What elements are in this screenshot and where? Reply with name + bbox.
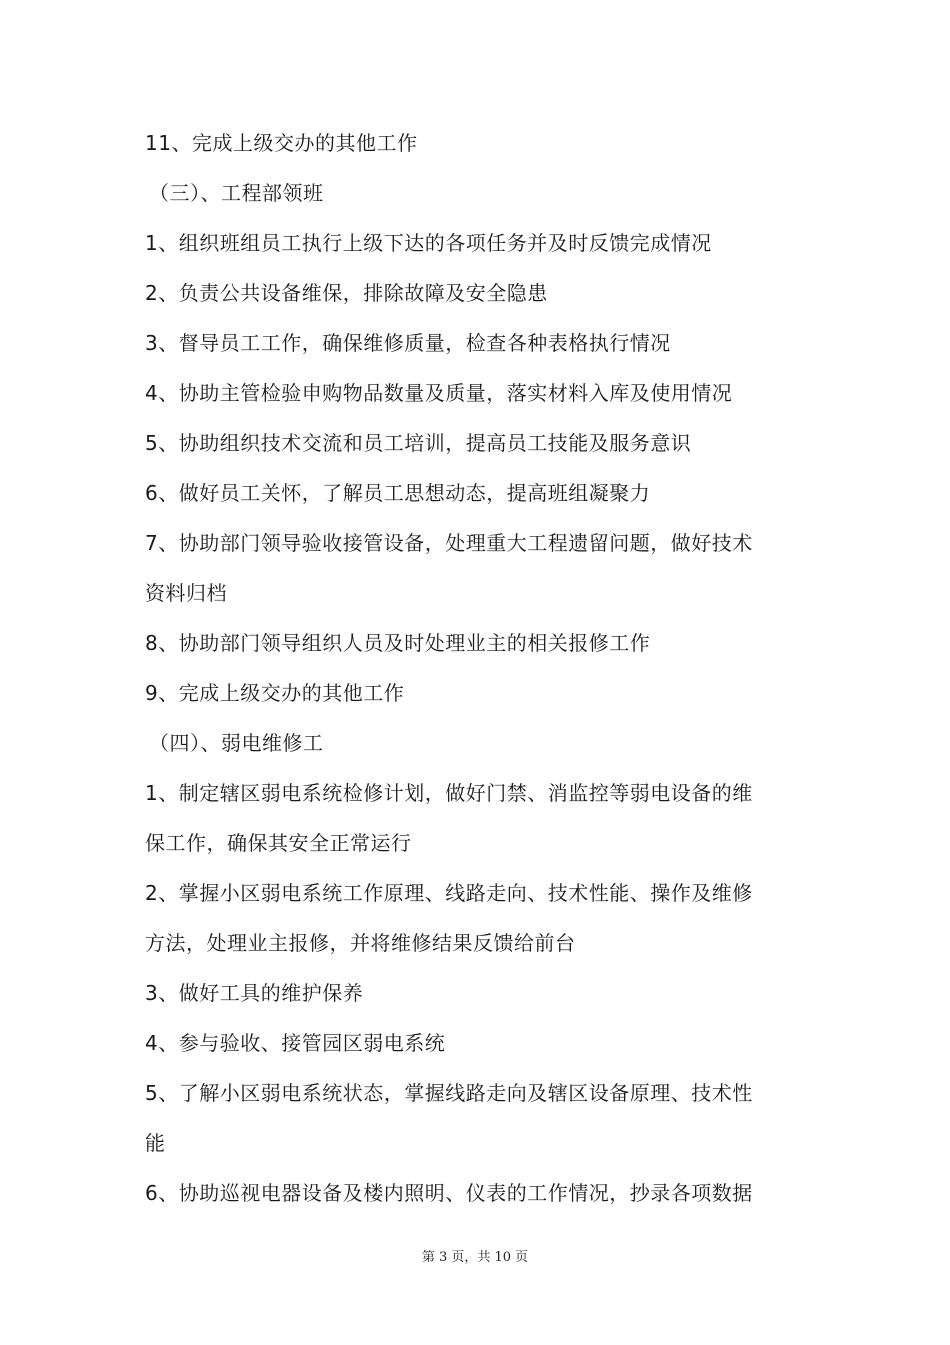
text-line: 3、督导员工工作，确保维修质量，检查各种表格执行情况 xyxy=(145,331,671,355)
section-heading: （三）、工程部领班 xyxy=(149,181,324,205)
text-line: 保工作，确保其安全正常运行 xyxy=(145,831,412,855)
text-line: 4、参与验收、接管园区弱电系统 xyxy=(145,1031,446,1055)
text-line: 8、协助部门领导组织人员及时处理业主的相关报修工作 xyxy=(145,631,651,655)
page-footer: 第 3 页，共 10 页 xyxy=(421,1250,529,1265)
text-line: 5、了解小区弱电系统状态，掌握线路走向及辖区设备原理、技术性 xyxy=(145,1081,753,1105)
text-line: 11、完成上级交办的其他工作 xyxy=(145,131,418,155)
document-body xyxy=(145,118,785,1218)
text-line: 6、协助巡视电器设备及楼内照明、仪表的工作情况，抄录各项数据 xyxy=(145,1181,753,1205)
text-line: 2、掌握小区弱电系统工作原理、线路走向、技术性能、操作及维修 xyxy=(145,881,753,905)
text-line: 1、制定辖区弱电系统检修计划，做好门禁、消监控等弱电设备的维 xyxy=(145,781,753,805)
text-line: 9、完成上级交办的其他工作 xyxy=(145,681,405,705)
text-line: 1、组织班组员工执行上级下达的各项任务并及时反馈完成情况 xyxy=(145,231,712,255)
text-line: 方法，处理业主报修，并将维修结果反馈给前台 xyxy=(145,931,576,955)
text-line: 7、协助部门领导验收接管设备，处理重大工程遗留问题，做好技术 xyxy=(145,531,753,555)
text-line: 能 xyxy=(145,1131,166,1155)
text-line: 6、做好员工关怀，了解员工思想动态，提高班组凝聚力 xyxy=(145,481,651,505)
section-heading: （四）、弱电维修工 xyxy=(149,731,324,755)
text-line: 资料归档 xyxy=(145,581,227,605)
text-line: 3、做好工具的维护保养 xyxy=(145,981,364,1005)
text-line: 5、协助组织技术交流和员工培训，提高员工技能及服务意识 xyxy=(145,431,692,455)
text-line: 2、负责公共设备维保，排除故障及安全隐患 xyxy=(145,281,548,305)
text-line: 4、协助主管检验申购物品数量及质量，落实材料入库及使用情况 xyxy=(145,381,733,405)
